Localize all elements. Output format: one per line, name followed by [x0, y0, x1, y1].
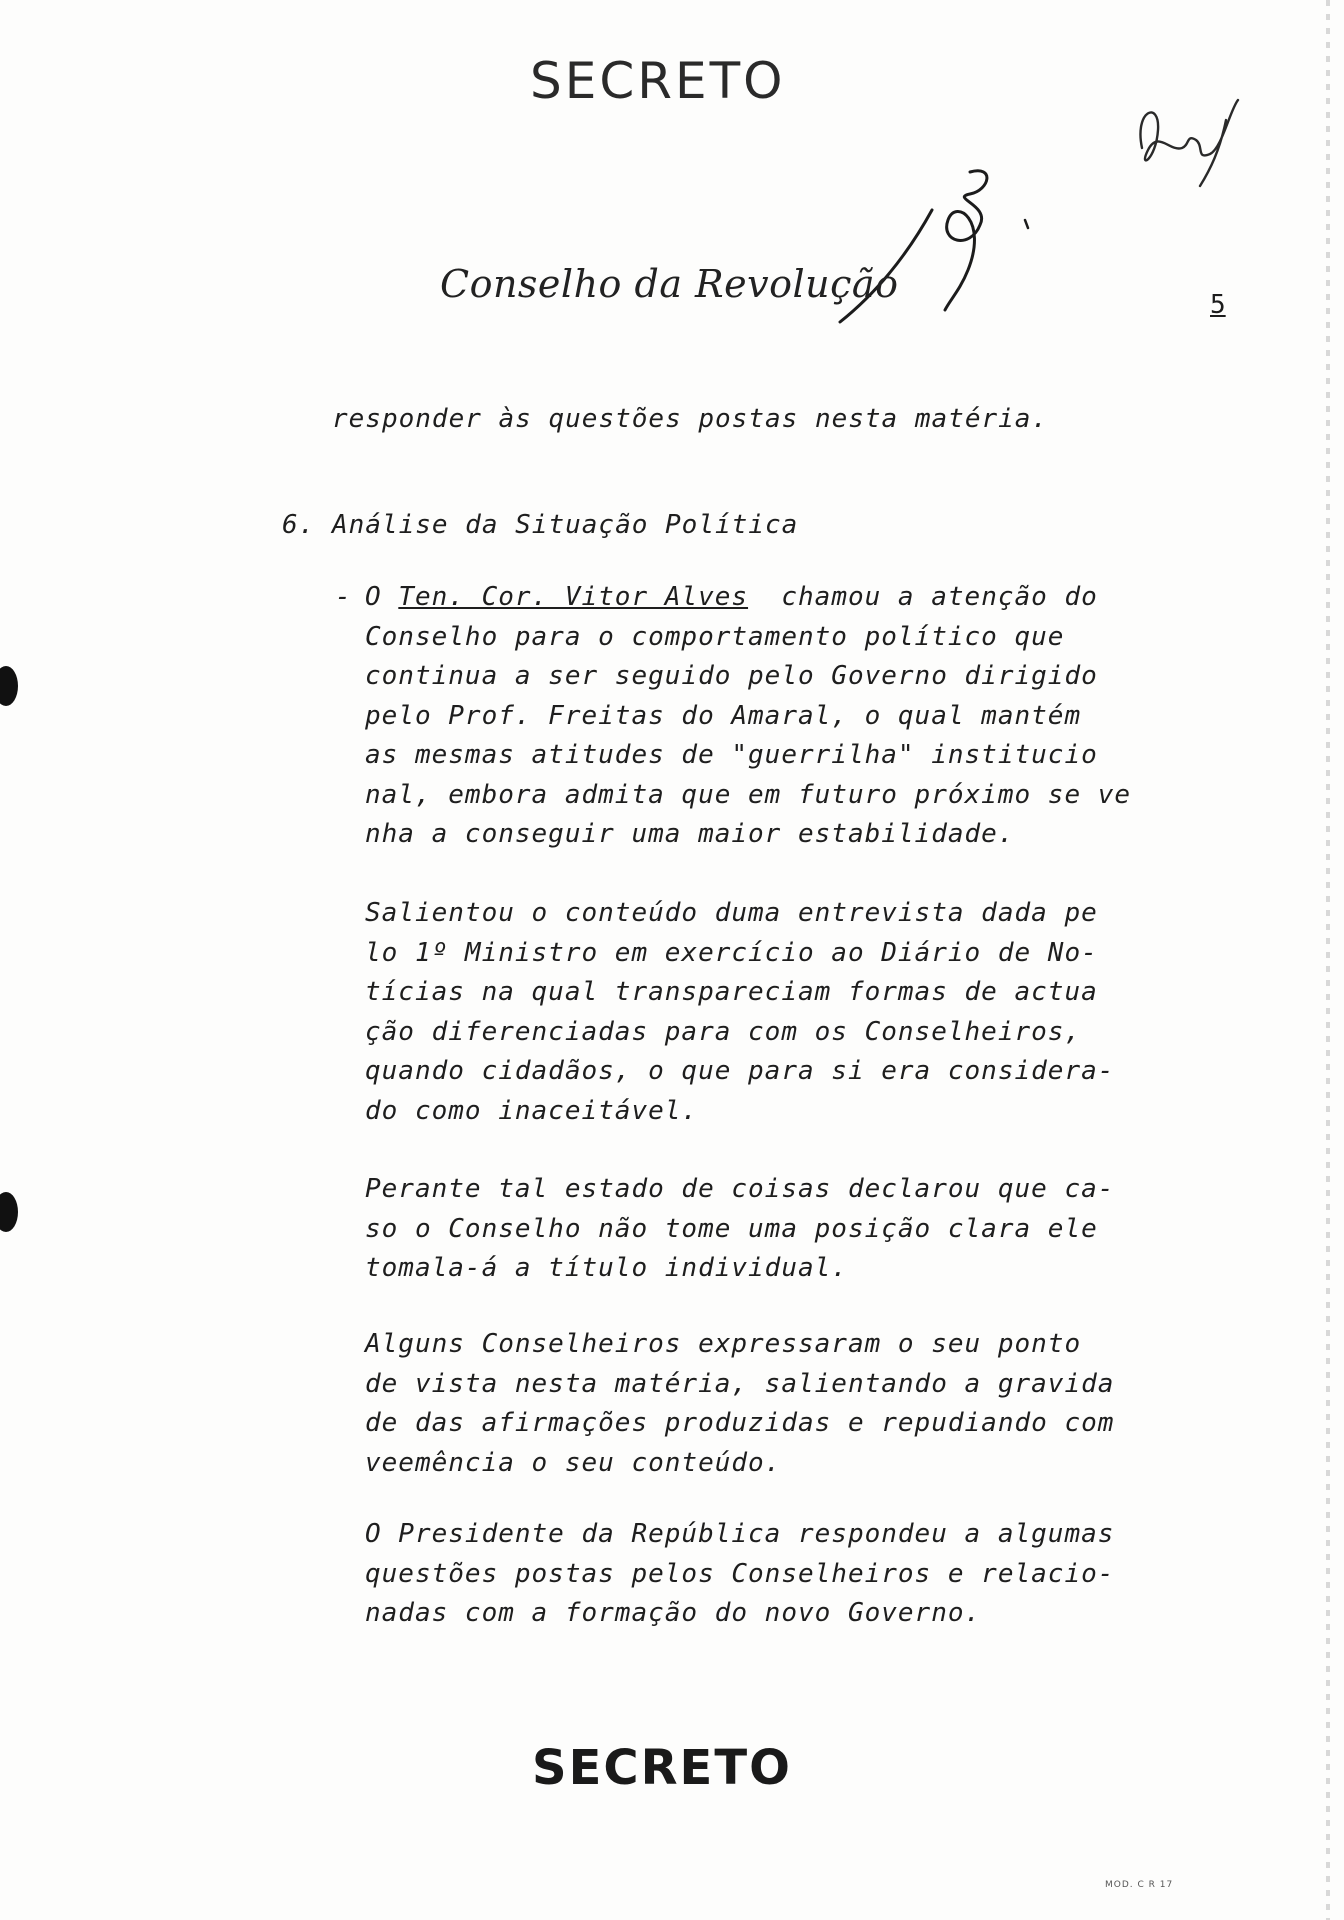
paragraph-line: de das afirmações produzidas e repudiando com	[365, 1408, 1115, 1438]
section-heading: 6. Análise da Situação Política	[282, 510, 799, 540]
paragraph-line: nha a conseguir uma maior estabilidade.	[365, 819, 1015, 849]
paragraph-5	[365, 1515, 1125, 1634]
paragraph-line: lo 1º Ministro em exercício ao Diário de No-	[365, 937, 1098, 968]
list-dash: -	[335, 582, 352, 612]
paragraph-line: Alguns Conselheiros expressaram o seu ponto	[365, 1329, 1082, 1359]
paragraph-line: Salientou o conteúdo duma entrevista dada pe	[365, 898, 1098, 928]
letterhead-title: Conselho da Revolução	[440, 262, 899, 306]
paragraph-line: quando cidadãos, o que para si era considera-	[365, 1056, 1115, 1086]
paragraph-1	[335, 578, 1132, 855]
paragraph-line: ção diferenciadas para com os Conselheiros,	[365, 1016, 1082, 1047]
paragraph-line: de vista nesta matéria, salientando a gravida	[365, 1368, 1115, 1399]
paragraph-line: tícias na qual transpareciam formas de actua	[365, 977, 1098, 1007]
paragraph-line: veemência o seu conteúdo.	[365, 1447, 782, 1478]
form-code: MOD. C R 17	[1105, 1880, 1174, 1890]
paragraph-line: tomala-á a título individual.	[365, 1253, 848, 1283]
paragraph-line: as mesmas atitudes de "guerrilha" institucio	[365, 740, 1098, 770]
classification-stamp-bottom: SECRETO	[532, 1740, 792, 1796]
underlined-name: Ten. Cor. Vitor Alves	[398, 582, 749, 612]
paragraph-line: Conselho para o comportamento político que	[365, 621, 1065, 652]
paragraph-2	[365, 894, 1125, 1131]
continuation-line: responder às questões postas nesta matéria.	[332, 404, 1049, 434]
paragraph-line: so o Conselho não tome uma posição clara ele	[365, 1213, 1098, 1244]
punch-hole	[0, 666, 18, 706]
paragraph-line: do como inaceitável.	[365, 1095, 699, 1126]
paragraph-line: nadas com a formação do novo Governo.	[365, 1598, 982, 1628]
page-edge-perforation	[1326, 0, 1330, 1920]
paragraph-line: Perante tal estado de coisas declarou que ca-	[365, 1174, 1115, 1204]
paragraph-line: nal, embora admita que em futuro próximo se ve	[365, 779, 1132, 810]
paragraph-4	[365, 1325, 1125, 1483]
punch-hole	[0, 1192, 18, 1232]
paragraph-line: questões postas pelos Conselheiros e relacio-	[365, 1558, 1115, 1589]
paragraph-line: continua a ser seguido pelo Governo dirigido	[365, 661, 1098, 691]
paragraph-line: O Presidente da República respondeu a algumas	[365, 1519, 1115, 1549]
paragraph-3	[365, 1170, 1125, 1289]
page-number: 5	[1210, 290, 1226, 320]
classification-stamp-top: SECRETO	[530, 52, 786, 110]
paragraph-line: O Ten. Cor. Vitor Alves chamou a atenção do	[365, 582, 1098, 612]
handwritten-initials	[1130, 90, 1250, 200]
paragraph-line: pelo Prof. Freitas do Amaral, o qual mantém	[365, 700, 1082, 731]
